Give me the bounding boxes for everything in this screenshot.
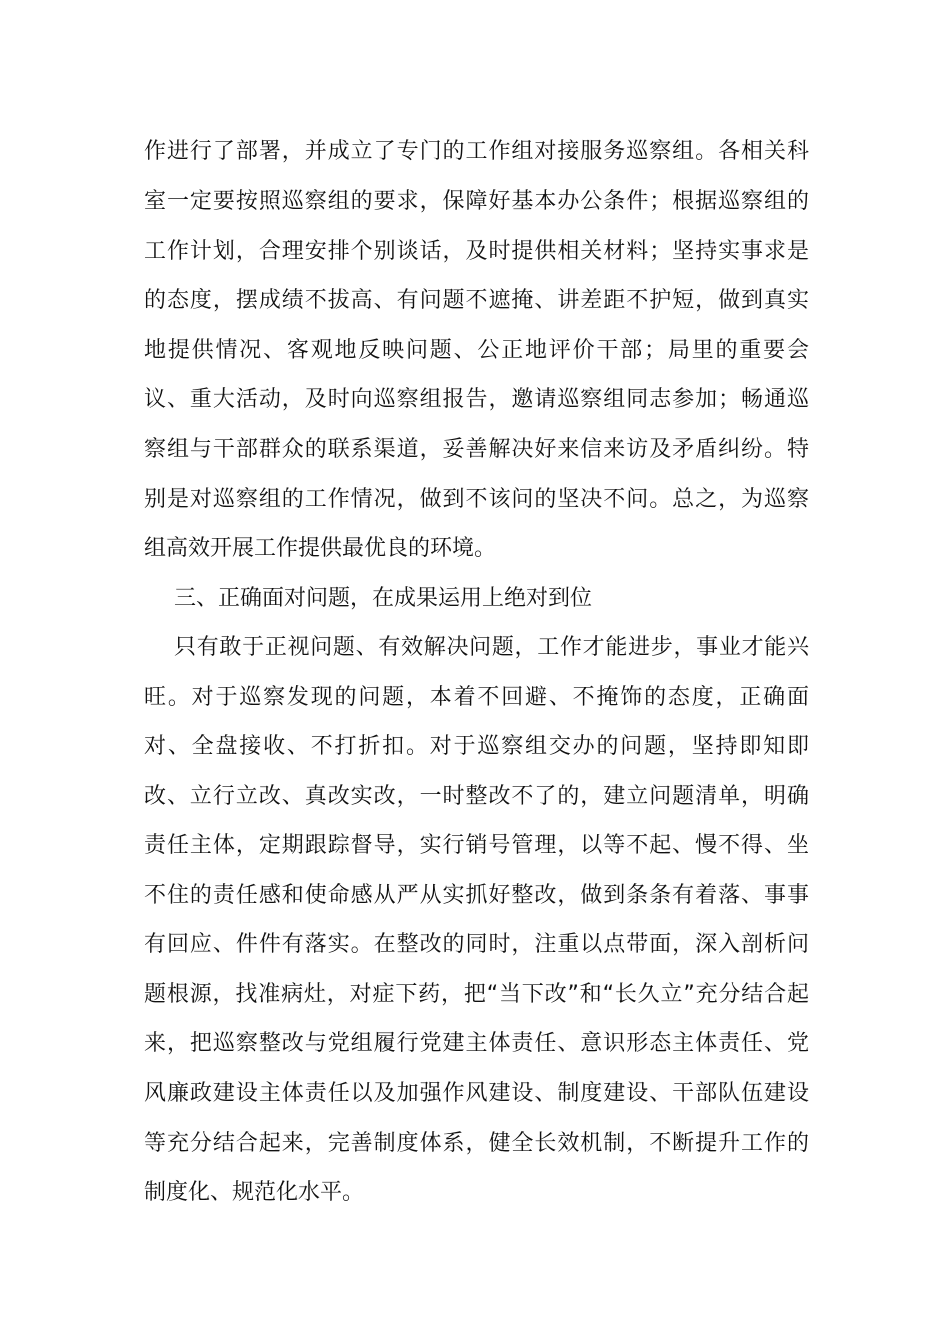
body-text-line: 有回应、件件有落实。在整改的同时，注重以点带面，深入剖析问 [144,932,809,957]
body-text-line: 题根源，找准病灶，对症下药，把“当下改”和“长久立”充分结合起 [144,982,809,1007]
body-text-line: 旺。对于巡察发现的问题，本着不回避、不掩饰的态度，正确面 [144,685,809,710]
body-text-line: 的态度，摆成绩不拔高、有问题不遮掩、讲差距不护短，做到真实 [144,288,809,313]
body-text-line: 组高效开展工作提供最优良的环境。 [144,536,497,561]
body-text-line: 工作计划，合理安排个别谈话，及时提供相关材料；坚持实事求是 [144,239,809,264]
body-text-line: 别是对巡察组的工作情况，做到不该问的坚决不问。总之，为巡察 [144,487,809,512]
body-text-line: 不住的责任感和使命感从严从实抓好整改，做到条条有着落、事事 [144,883,809,908]
body-text-line: 只有敢于正视问题、有效解决问题，工作才能进步，事业才能兴 [174,635,809,660]
body-text-line: 制度化、规范化水平。 [144,1180,365,1205]
body-text-line: 改、立行立改、真改实改，一时整改不了的，建立问题清单，明确 [144,784,809,809]
body-text-line: 作进行了部署，并成立了专门的工作组对接服务巡察组。各相关科 [144,139,809,164]
body-text-line: 察组与干部群众的联系渠道，妥善解决好来信来访及矛盾纠纷。特 [144,437,809,462]
body-text-line: 风廉政建设主体责任以及加强作风建设、制度建设、干部队伍建设 [144,1081,809,1106]
body-text-line: 议、重大活动，及时向巡察组报告，邀请巡察组同志参加；畅通巡 [144,387,809,412]
body-text-line: 等充分结合起来，完善制度体系，健全长效机制，不断提升工作的 [144,1131,809,1156]
body-text-line: 地提供情况、客观地反映问题、公正地评价干部；局里的重要会 [144,338,809,363]
body-text-line: 来，把巡察整改与党组履行党建主体责任、意识形态主体责任、党 [144,1031,809,1056]
body-text-line: 对、全盘接收、不打折扣。对于巡察组交办的问题，坚持即知即 [144,734,809,759]
body-text-line: 责任主体，定期跟踪督导，实行销号管理，以等不起、慢不得、坐 [144,833,809,858]
section-heading: 三、正确面对问题，在成果运用上绝对到位 [174,586,593,611]
body-text-line: 室一定要按照巡察组的要求，保障好基本办公条件；根据巡察组的 [144,189,809,214]
